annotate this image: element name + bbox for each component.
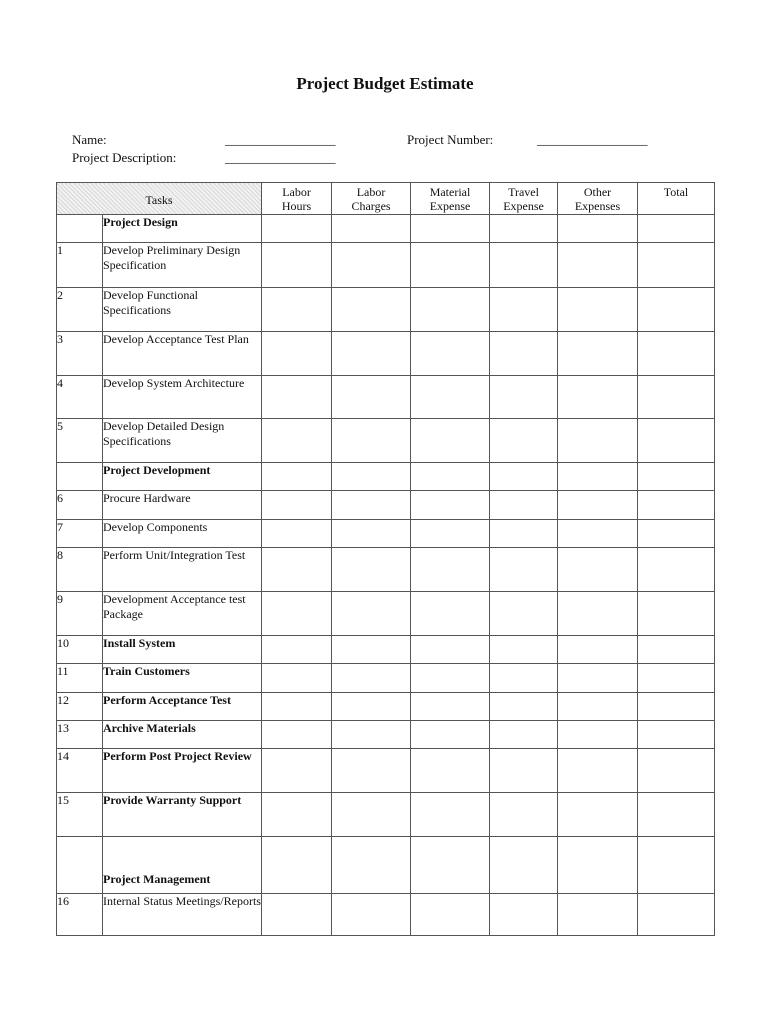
cell-material-expense[interactable] — [411, 376, 490, 419]
cell-labor-charges[interactable] — [332, 376, 411, 419]
cell-labor-charges[interactable] — [332, 793, 411, 837]
cell-material-expense[interactable] — [411, 243, 490, 288]
cell-travel-expense[interactable] — [490, 288, 558, 332]
cell-labor-charges[interactable] — [332, 636, 411, 664]
cell-total[interactable] — [638, 419, 715, 463]
row-number: 3 — [57, 332, 103, 376]
row-number: 6 — [57, 491, 103, 520]
cell-labor-charges[interactable] — [332, 548, 411, 592]
task-name: Perform Post Project Review — [103, 749, 262, 793]
table-row — [57, 243, 715, 288]
cell-material-expense[interactable] — [411, 419, 490, 463]
cell-other-expenses[interactable] — [558, 243, 638, 288]
cell-labor-hours[interactable] — [262, 419, 332, 463]
cell-labor-charges[interactable] — [332, 894, 411, 936]
cell-labor-hours[interactable] — [262, 332, 332, 376]
cell-travel-expense[interactable] — [490, 664, 558, 693]
task-name: Develop Functional Specifications — [103, 288, 262, 332]
cell-labor-charges[interactable] — [332, 664, 411, 693]
task-name: Provide Warranty Support — [103, 793, 262, 837]
cell-labor-charges[interactable] — [332, 749, 411, 793]
cell-travel-expense[interactable] — [490, 520, 558, 548]
table-row — [57, 288, 715, 332]
cell-total[interactable] — [638, 664, 715, 693]
cell-material-expense[interactable] — [411, 664, 490, 693]
row-number — [57, 837, 103, 894]
cell-travel-expense[interactable] — [490, 491, 558, 520]
cell-material-expense[interactable] — [411, 520, 490, 548]
page-title: Project Budget Estimate — [296, 74, 474, 93]
cell-labor-charges[interactable] — [332, 332, 411, 376]
cell-other-expenses[interactable] — [558, 376, 638, 419]
cell-material-expense[interactable] — [411, 491, 490, 520]
cell-total[interactable] — [638, 837, 715, 894]
cell-material-expense[interactable] — [411, 693, 490, 721]
cell-total[interactable] — [638, 376, 715, 419]
cell-other-expenses[interactable] — [558, 215, 638, 243]
cell-other-expenses[interactable] — [558, 419, 638, 463]
cell-labor-hours[interactable] — [262, 636, 332, 664]
cell-labor-hours[interactable] — [262, 548, 332, 592]
cell-material-expense[interactable] — [411, 793, 490, 837]
task-name: Develop Preliminary Design Specification — [103, 243, 262, 288]
table-row — [57, 636, 715, 664]
task-name: Project Design — [103, 215, 262, 243]
cell-travel-expense[interactable] — [490, 243, 558, 288]
project-description-label: Project Description: — [72, 150, 177, 165]
task-name: Perform Unit/Integration Test — [103, 548, 262, 592]
table-row — [57, 332, 715, 376]
task-name: Development Acceptance test Package — [103, 592, 262, 636]
cell-total[interactable] — [638, 894, 715, 936]
task-name: Develop Components — [103, 520, 262, 548]
cell-labor-hours[interactable] — [262, 592, 332, 636]
cell-travel-expense[interactable] — [490, 548, 558, 592]
cell-labor-charges[interactable] — [332, 288, 411, 332]
header-row — [57, 183, 715, 215]
cell-travel-expense[interactable] — [490, 215, 558, 243]
task-name: Train Customers — [103, 664, 262, 693]
cell-other-expenses[interactable] — [558, 463, 638, 491]
cell-total[interactable] — [638, 332, 715, 376]
cell-total[interactable] — [638, 548, 715, 592]
cell-other-expenses[interactable] — [558, 332, 638, 376]
task-name: Develop Detailed Design Specifications — [103, 419, 262, 463]
table-row — [57, 463, 715, 491]
cell-total[interactable] — [638, 592, 715, 636]
cell-other-expenses[interactable] — [558, 592, 638, 636]
cell-labor-hours[interactable] — [262, 837, 332, 894]
table-row — [57, 894, 715, 936]
table-row — [57, 215, 715, 243]
task-name: Project Development — [103, 463, 262, 491]
table-row — [57, 548, 715, 592]
cell-travel-expense[interactable] — [490, 837, 558, 894]
cell-other-expenses[interactable] — [558, 693, 638, 721]
cell-material-expense[interactable] — [411, 592, 490, 636]
cell-travel-expense[interactable] — [490, 894, 558, 936]
task-name: Project Management — [103, 837, 262, 894]
cell-total[interactable] — [638, 721, 715, 749]
cell-total[interactable] — [638, 243, 715, 288]
cell-material-expense[interactable] — [411, 215, 490, 243]
table-row — [57, 837, 715, 894]
header-total: Total — [638, 183, 715, 215]
cell-material-expense[interactable] — [411, 548, 490, 592]
cell-labor-hours[interactable] — [262, 463, 332, 491]
row-number: 13 — [57, 721, 103, 749]
cell-other-expenses[interactable] — [558, 749, 638, 793]
cell-labor-hours[interactable] — [262, 243, 332, 288]
cell-other-expenses[interactable] — [558, 548, 638, 592]
cell-travel-expense[interactable] — [490, 693, 558, 721]
row-number: 7 — [57, 520, 103, 548]
cell-labor-hours[interactable] — [262, 288, 332, 332]
table-row — [57, 491, 715, 520]
cell-labor-charges[interactable] — [332, 419, 411, 463]
cell-labor-charges[interactable] — [332, 592, 411, 636]
name-label: Name: — [72, 132, 107, 147]
task-name: Internal Status Meetings/Reports — [103, 894, 262, 936]
task-name: Procure Hardware — [103, 491, 262, 520]
cell-total[interactable] — [638, 749, 715, 793]
cell-material-expense[interactable] — [411, 749, 490, 793]
cell-material-expense[interactable] — [411, 288, 490, 332]
cell-labor-hours[interactable] — [262, 491, 332, 520]
table-row — [57, 793, 715, 837]
cell-travel-expense[interactable] — [490, 419, 558, 463]
cell-total[interactable] — [638, 288, 715, 332]
cell-other-expenses[interactable] — [558, 837, 638, 894]
task-name: Install System — [103, 636, 262, 664]
cell-labor-charges[interactable] — [332, 721, 411, 749]
cell-labor-hours[interactable] — [262, 793, 332, 837]
cell-travel-expense[interactable] — [490, 749, 558, 793]
cell-labor-hours[interactable] — [262, 894, 332, 936]
table-row — [57, 664, 715, 693]
cell-other-expenses[interactable] — [558, 520, 638, 548]
cell-other-expenses[interactable] — [558, 636, 638, 664]
header-labor-hours: Labor Hours — [262, 183, 332, 215]
cell-material-expense[interactable] — [411, 636, 490, 664]
row-number: 16 — [57, 894, 103, 936]
row-number — [57, 463, 103, 491]
row-number — [57, 215, 103, 243]
row-number: 15 — [57, 793, 103, 837]
cell-labor-charges[interactable] — [332, 520, 411, 548]
cell-total[interactable] — [638, 520, 715, 548]
cell-material-expense[interactable] — [411, 837, 490, 894]
table-row — [57, 749, 715, 793]
table-row — [57, 721, 715, 749]
cell-other-expenses[interactable] — [558, 491, 638, 520]
project-description-field[interactable]: _________________ — [225, 150, 336, 165]
cell-labor-charges[interactable] — [332, 215, 411, 243]
header-tasks: Tasks — [57, 183, 262, 215]
cell-labor-hours[interactable] — [262, 749, 332, 793]
row-number: 8 — [57, 548, 103, 592]
project-number-label: Project Number: — [407, 132, 494, 147]
row-number: 5 — [57, 419, 103, 463]
table-row — [57, 693, 715, 721]
cell-material-expense[interactable] — [411, 463, 490, 491]
cell-travel-expense[interactable] — [490, 463, 558, 491]
task-name: Develop Acceptance Test Plan — [103, 332, 262, 376]
cell-material-expense[interactable] — [411, 332, 490, 376]
cell-total[interactable] — [638, 215, 715, 243]
table-row — [57, 419, 715, 463]
row-number: 4 — [57, 376, 103, 419]
budget-table — [56, 182, 715, 936]
table-row — [57, 520, 715, 548]
cell-travel-expense[interactable] — [490, 376, 558, 419]
cell-labor-charges[interactable] — [332, 463, 411, 491]
row-number: 2 — [57, 288, 103, 332]
cell-labor-hours[interactable] — [262, 376, 332, 419]
cell-travel-expense[interactable] — [490, 721, 558, 749]
row-number: 14 — [57, 749, 103, 793]
name-field[interactable]: _________________ — [225, 132, 336, 147]
cell-total[interactable] — [638, 463, 715, 491]
row-number: 10 — [57, 636, 103, 664]
cell-travel-expense[interactable] — [490, 636, 558, 664]
cell-total[interactable] — [638, 491, 715, 520]
cell-travel-expense[interactable] — [490, 592, 558, 636]
cell-labor-hours[interactable] — [262, 215, 332, 243]
cell-labor-hours[interactable] — [262, 693, 332, 721]
cell-material-expense[interactable] — [411, 721, 490, 749]
cell-total[interactable] — [638, 636, 715, 664]
task-name: Archive Materials — [103, 721, 262, 749]
task-name: Perform Acceptance Test — [103, 693, 262, 721]
cell-other-expenses[interactable] — [558, 721, 638, 749]
row-number: 12 — [57, 693, 103, 721]
cell-labor-charges[interactable] — [332, 837, 411, 894]
cell-material-expense[interactable] — [411, 894, 490, 936]
cell-labor-hours[interactable] — [262, 664, 332, 693]
cell-total[interactable] — [638, 693, 715, 721]
row-number: 9 — [57, 592, 103, 636]
cell-labor-hours[interactable] — [262, 721, 332, 749]
project-number-field[interactable]: _________________ — [537, 132, 648, 147]
cell-labor-charges[interactable] — [332, 243, 411, 288]
cell-labor-charges[interactable] — [332, 491, 411, 520]
cell-labor-charges[interactable] — [332, 693, 411, 721]
cell-labor-hours[interactable] — [262, 520, 332, 548]
task-name: Develop System Architecture — [103, 376, 262, 419]
cell-other-expenses[interactable] — [558, 288, 638, 332]
cell-travel-expense[interactable] — [490, 332, 558, 376]
header-material-expense: Material Expense — [411, 183, 490, 215]
table-row — [57, 592, 715, 636]
table-row — [57, 376, 715, 419]
cell-total[interactable] — [638, 793, 715, 837]
row-number: 11 — [57, 664, 103, 693]
cell-other-expenses[interactable] — [558, 664, 638, 693]
row-number: 1 — [57, 243, 103, 288]
header-labor-charges: Labor Charges — [332, 183, 411, 215]
cell-other-expenses[interactable] — [558, 793, 638, 837]
header-travel-expense: Travel Expense — [490, 183, 558, 215]
header-other-expenses: Other Expenses — [558, 183, 638, 215]
cell-travel-expense[interactable] — [490, 793, 558, 837]
cell-other-expenses[interactable] — [558, 894, 638, 936]
